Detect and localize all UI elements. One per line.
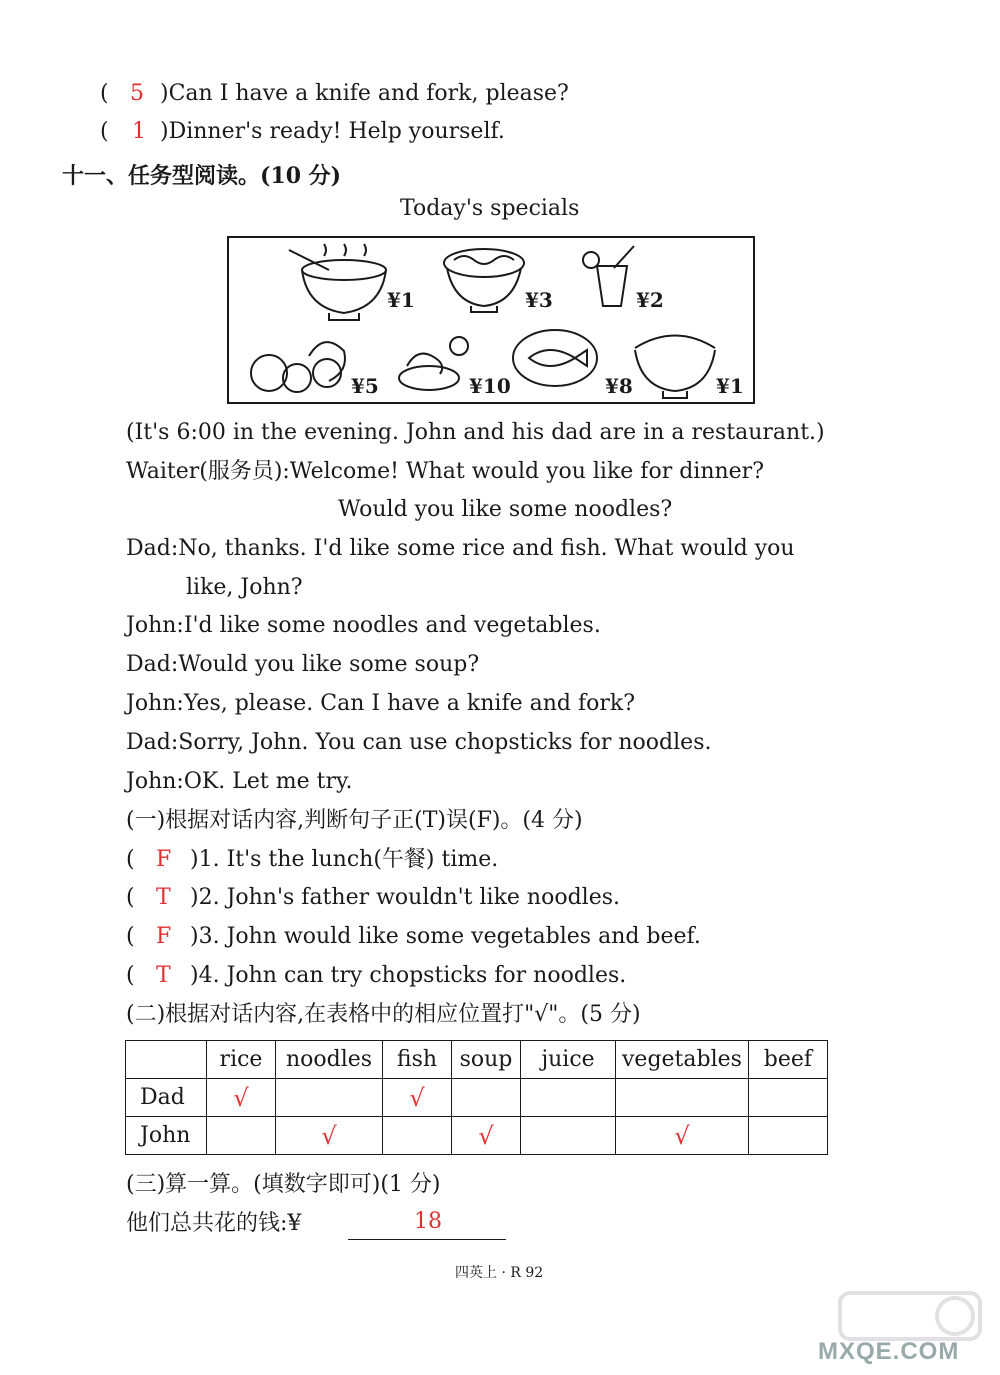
check-cell <box>383 1117 452 1155</box>
order-item-2: ( <box>100 119 109 144</box>
food-table <box>125 1040 828 1155</box>
check-cell <box>452 1079 521 1117</box>
price-vegetables: ¥5 <box>351 374 379 398</box>
part1-title: (一)根据对话内容,判断句子正(T)误(F)。(4 分) <box>126 808 583 833</box>
tf-open-1: ( <box>126 847 135 872</box>
check-cell <box>521 1117 616 1155</box>
price-juice: ¥2 <box>636 288 664 312</box>
dialogue-line-2: Waiter(服务员):Welcome! What would you like for dinner? <box>126 459 764 484</box>
price-soup: ¥1 <box>387 288 415 312</box>
check-cell: √ <box>383 1079 452 1117</box>
order-answer-1: 5 <box>130 81 144 106</box>
part3-title: (三)算一算。(填数字即可)(1 分) <box>126 1172 441 1197</box>
total-prompt: 他们总共花的钱:¥ <box>126 1211 302 1236</box>
tf-open-2: ( <box>126 885 135 910</box>
check-cell: √ <box>276 1117 383 1155</box>
fish-icon <box>513 330 597 386</box>
table-header-row <box>126 1041 828 1079</box>
check-cell <box>276 1079 383 1117</box>
col-juice: juice <box>521 1041 616 1079</box>
tf-text-1: )1. It's the lunch(午餐) time. <box>190 847 499 872</box>
dialogue-line-7: Dad:Would you like some soup? <box>126 652 480 677</box>
check-cell <box>748 1079 827 1117</box>
order-text-2: )Dinner's ready! Help yourself. <box>160 119 505 144</box>
tf-answer-1: F <box>156 847 172 872</box>
check-cell <box>521 1079 616 1117</box>
noodles-icon <box>444 249 524 312</box>
dialogue-line-6: John:I'd like some noodles and vegetables. <box>126 613 601 638</box>
total-answer: 18 <box>414 1209 442 1234</box>
row-label-john: John <box>126 1117 207 1155</box>
order-item-1: ( <box>100 81 109 106</box>
check-cell <box>748 1117 827 1155</box>
order-text-1: )Can I have a knife and fork, please? <box>160 81 569 106</box>
price-fish: ¥8 <box>605 374 633 398</box>
menu-box <box>227 236 755 404</box>
answer-underline <box>348 1239 506 1240</box>
tf-text-3: )3. John would like some vegetables and beef. <box>190 924 701 949</box>
col-vegetables: vegetables <box>616 1041 749 1079</box>
section-title: 十一、任务型阅读。(10 分) <box>62 163 342 189</box>
col-beef: beef <box>748 1041 827 1079</box>
dialogue-line-1: (It's 6:00 in the evening. John and his dad are in a restaurant.) <box>126 420 825 445</box>
tf-open-3: ( <box>126 924 135 949</box>
tf-text-4: )4. John can try chopsticks for noodles. <box>190 963 627 988</box>
col-fish: fish <box>383 1041 452 1079</box>
dialogue-line-4: Dad:No, thanks. I'd like some rice and fish. What would you <box>126 536 795 561</box>
table-corner <box>126 1041 207 1079</box>
watermark-text: MXQE.COM <box>818 1338 960 1365</box>
col-noodles: noodles <box>276 1041 383 1079</box>
dialogue-line-8: John:Yes, please. Can I have a knife and fork? <box>126 691 635 716</box>
dialogue-line-5: like, John? <box>186 575 303 600</box>
soup-icon <box>289 244 386 320</box>
price-meat: ¥10 <box>469 374 511 398</box>
table-row <box>126 1117 828 1155</box>
tf-answer-2: T <box>156 885 171 910</box>
table-row <box>126 1079 828 1117</box>
dialogue-line-10: John:OK. Let me try. <box>126 769 353 794</box>
check-cell <box>616 1079 749 1117</box>
price-rice: ¥1 <box>716 374 744 398</box>
juice-icon <box>583 246 634 306</box>
col-soup: soup <box>452 1041 521 1079</box>
check-cell: √ <box>616 1117 749 1155</box>
dialogue-line-9: Dad:Sorry, John. You can use chopsticks for noodles. <box>126 730 712 755</box>
tf-text-2: )2. John's father wouldn't like noodles. <box>190 885 621 910</box>
check-cell: √ <box>452 1117 521 1155</box>
order-answer-2: 1 <box>132 119 146 144</box>
check-cell <box>207 1117 276 1155</box>
rice-icon <box>635 336 715 399</box>
row-label-dad: Dad <box>126 1079 207 1117</box>
col-rice: rice <box>207 1041 276 1079</box>
page-footer: 四英上 · R 92 <box>455 1265 544 1281</box>
check-cell: √ <box>207 1079 276 1117</box>
tf-open-4: ( <box>126 963 135 988</box>
tf-answer-3: F <box>156 924 172 949</box>
tf-answer-4: T <box>156 963 171 988</box>
price-noodles: ¥3 <box>525 288 553 312</box>
dialogue-line-3: Would you like some noodles? <box>338 497 673 522</box>
menu-title: Today's specials <box>400 196 580 221</box>
part2-title: (二)根据对话内容,在表格中的相应位置打"√"。(5 分) <box>126 1002 641 1027</box>
vegetables-icon <box>251 342 345 392</box>
meat-icon <box>399 337 468 390</box>
